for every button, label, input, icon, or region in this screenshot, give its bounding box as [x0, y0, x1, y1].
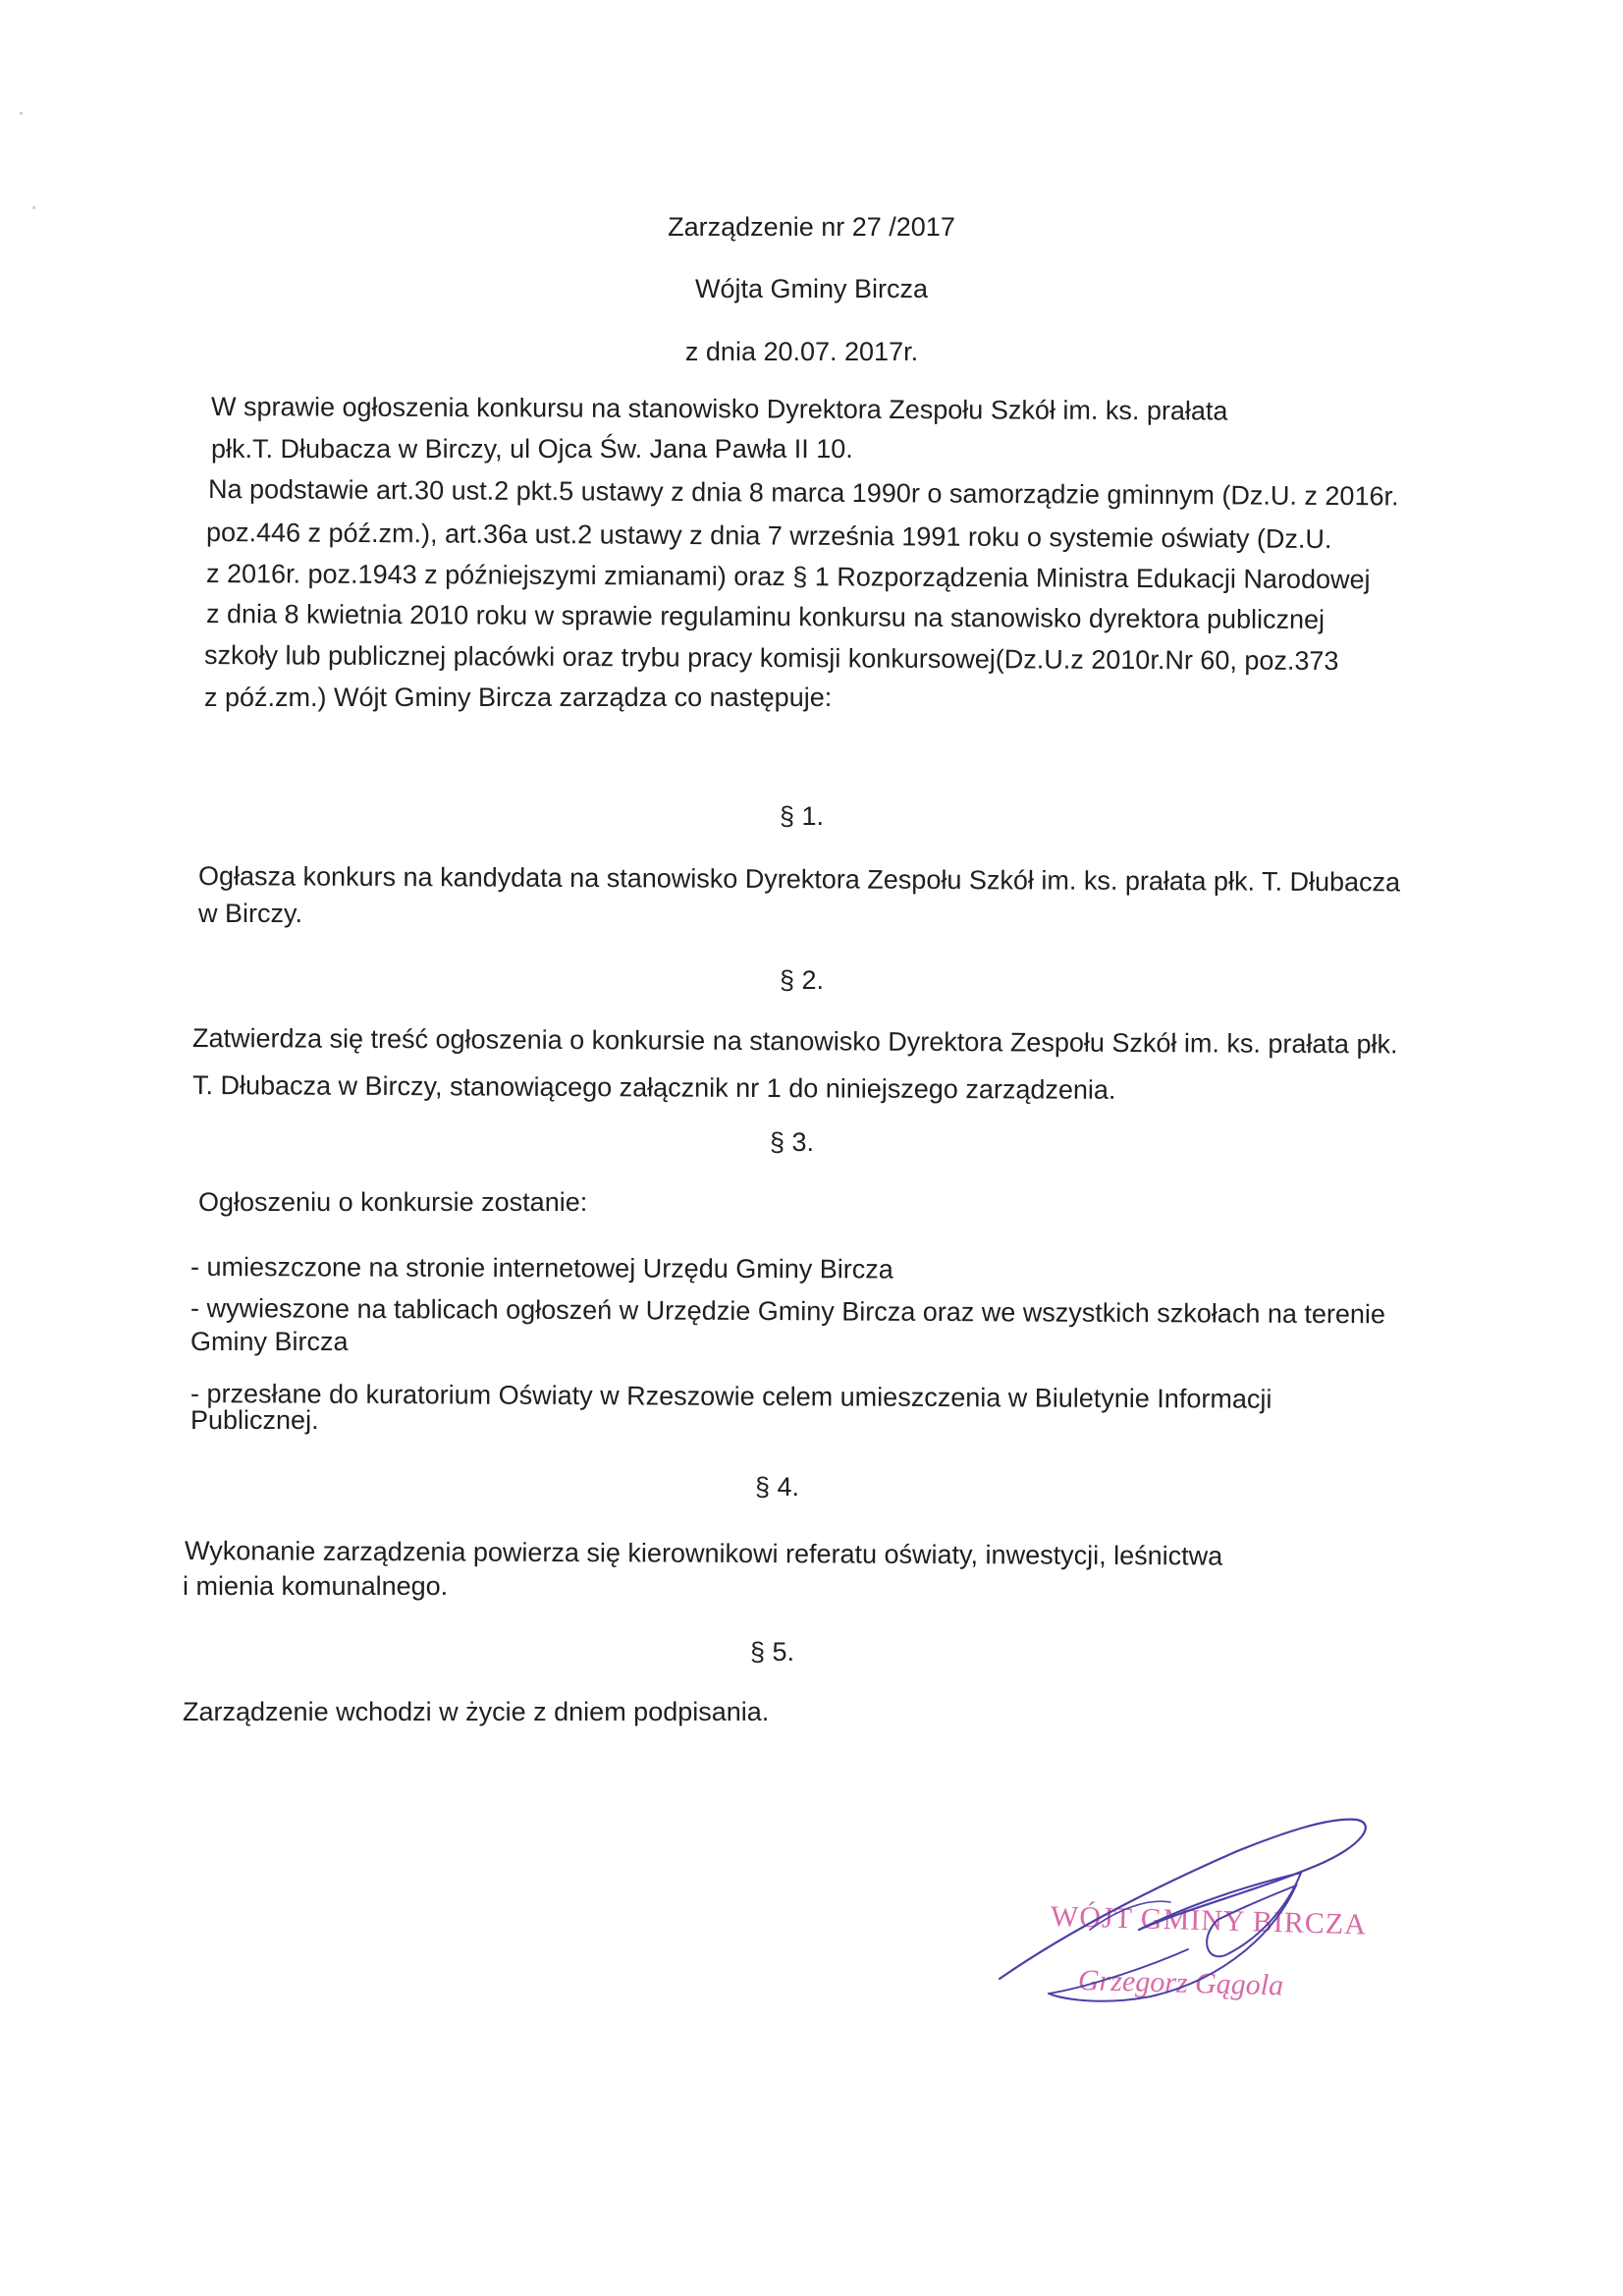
section-line: T. Dłubacza w Birczy, stanowiącego załącznik nr 1 do niniejszego zarządzenia.	[191, 1070, 1116, 1105]
preamble-line: W sprawie ogłoszenia konkursu na stanowisko Dyrektora Zespołu Szkół im. ks. prałata	[210, 392, 1228, 426]
section-heading: § 5.	[749, 1637, 795, 1667]
preamble-line: płk.T. Dłubacza w Birczy, ul Ojca Św. Jana Pawła II 10.	[211, 434, 853, 464]
list-item: - przesłane do kuratorium Oświaty w Rzeszowie celem umieszczenia w Biuletynie Informacji	[189, 1379, 1272, 1414]
stamp-name-text: Grzegorz Gągola	[1077, 1964, 1284, 2002]
document-date: z dnia 20.07. 2017r.	[684, 337, 919, 366]
list-item: - wywieszone na tablicach ogłoszeń w Urzędzie Gminy Bircza oraz we wszystkich szkołach na terenie	[189, 1293, 1386, 1330]
section-heading: § 4.	[754, 1472, 800, 1502]
official-stamp	[992, 1792, 1384, 2028]
document-title: Zarządzenie nr 27 /2017	[668, 212, 955, 242]
section-line: Ogłoszeniu o konkursie zostanie:	[198, 1187, 588, 1217]
section-heading: § 1.	[779, 801, 825, 831]
section-line: Ogłasza konkurs na kandydata na stanowisko Dyrektora Zespołu Szkół im. ks. prałata płk. T. Dłubacza	[197, 861, 1401, 898]
handwritten-signature	[992, 1792, 1384, 2028]
section-line: Wykonanie zarządzenia powierza się kierownikowi referatu oświaty, inwestycji, leśnictwa	[184, 1536, 1223, 1571]
section-heading: § 3.	[769, 1127, 815, 1157]
preamble-line: z dnia 8 kwietnia 2010 roku w sprawie regulaminu konkursu na stanowisko dyrektora publicznej	[205, 599, 1325, 634]
section-heading: § 2.	[779, 965, 825, 995]
scan-speck	[32, 206, 35, 209]
preamble-line: szkoły lub publicznej placówki oraz trybu pracy komisji konkursowej(Dz.U.z 2010r.Nr 60, poz.373	[203, 640, 1339, 677]
preamble-line: Na podstawie art.30 ust.2 pkt.5 ustawy z dnia 8 marca 1990r o samorządzie gminnym (Dz.U. z 2016r.	[207, 474, 1399, 512]
section-line: Zarządzenie wchodzi w życie z dniem podpisania.	[183, 1697, 770, 1726]
document-authority: Wójta Gminy Bircza	[694, 274, 929, 303]
list-item-continuation: Publicznej.	[190, 1405, 319, 1435]
section-line: Zatwierdza się treść ogłoszenia o konkursie na stanowisko Dyrektora Zespołu Szkół im. ks. prałata płk.	[191, 1023, 1398, 1060]
preamble-line: z 2016r. poz.1943 z późniejszymi zmianami) oraz § 1 Rozporządzenia Ministra Edukacji Narodowej	[205, 559, 1371, 595]
list-item-continuation: Gminy Bircza	[190, 1327, 349, 1356]
section-line: w Birczy.	[198, 899, 302, 928]
preamble-line: z póź.zm.) Wójt Gminy Bircza zarządza co następuje:	[204, 683, 833, 712]
section-line: i mienia komunalnego.	[183, 1571, 449, 1601]
scan-speck	[20, 112, 23, 115]
list-item: - umieszczone na stronie internetowej Urzędu Gminy Bircza	[189, 1252, 893, 1285]
stamp-office-text: WÓJT GMINY BIRCZA	[1050, 1900, 1368, 1941]
preamble-line: poz.446 z póź.zm.), art.36a ust.2 ustawy z dnia 7 września 1991 roku o systemie oświaty (Dz.U.	[205, 518, 1332, 555]
